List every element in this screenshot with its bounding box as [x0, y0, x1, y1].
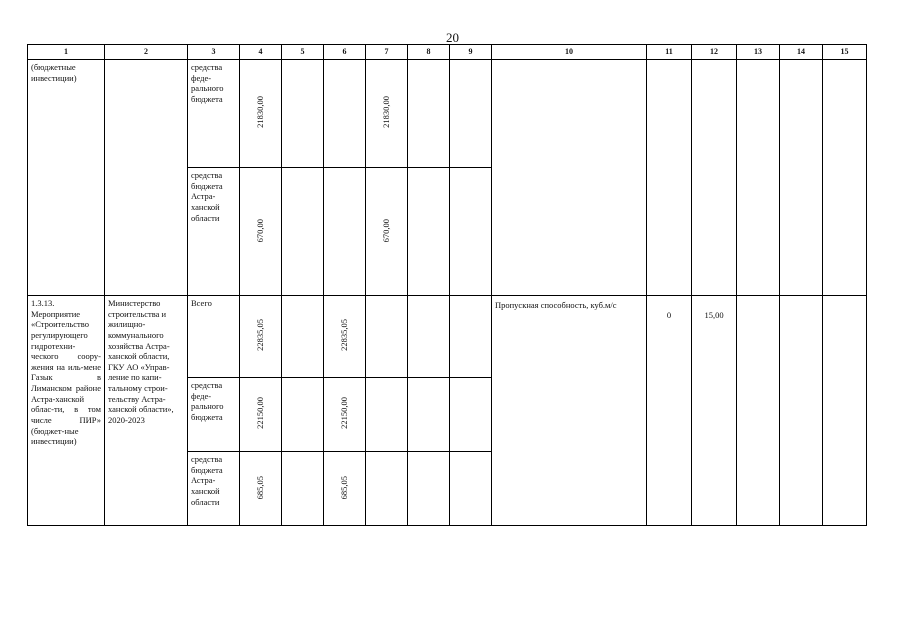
col-header: 9 [450, 45, 492, 60]
empty-cell [282, 168, 324, 296]
empty-cell [408, 452, 450, 526]
empty-cell [324, 168, 366, 296]
col-header: 8 [408, 45, 450, 60]
col-header: 15 [823, 45, 867, 60]
base-value-cell: 0 [647, 296, 692, 526]
amount-cell: 22835,05 [255, 319, 266, 352]
col-header: 3 [188, 45, 240, 60]
executor-cell [105, 60, 188, 296]
empty-cell [450, 378, 492, 452]
source-cell: Всего [188, 296, 240, 378]
empty-cell [366, 378, 408, 452]
source-cell: средства феде-рального бюджета [188, 378, 240, 452]
empty-cell [408, 378, 450, 452]
col-header: 7 [366, 45, 408, 60]
empty-cell [692, 60, 737, 296]
empty-cell [324, 60, 366, 168]
amount-cell: 21830,00 [255, 96, 266, 129]
indicator-cell [492, 60, 647, 296]
measure-title-cell: (бюджетные инвестиции) [28, 60, 105, 296]
source-cell: средства феде-рального бюджета [188, 60, 240, 168]
source-cell: средства бюджета Астра-ханской области [188, 168, 240, 296]
col-header: 4 [240, 45, 282, 60]
table-row [28, 296, 867, 378]
col-header: 6 [324, 45, 366, 60]
empty-cell [647, 60, 692, 296]
empty-cell [737, 60, 780, 296]
empty-cell [408, 60, 450, 168]
col-header: 1 [28, 45, 105, 60]
empty-cell [282, 452, 324, 526]
amount-cell: 670,00 [255, 218, 266, 242]
empty-cell [366, 296, 408, 378]
col-header: 12 [692, 45, 737, 60]
page-number: 20 [446, 30, 459, 45]
empty-cell [450, 452, 492, 526]
budget-table [27, 44, 867, 526]
indicator-cell: Пропускная способность, куб.м/с [492, 296, 647, 526]
amount-cell: 22835,05 [339, 319, 350, 352]
empty-cell [823, 60, 867, 296]
empty-cell [450, 168, 492, 296]
empty-cell [780, 296, 823, 526]
col-header: 11 [647, 45, 692, 60]
empty-cell [780, 60, 823, 296]
amount-cell: 685,05 [255, 475, 266, 499]
col-header: 10 [492, 45, 647, 60]
col-header: 2 [105, 45, 188, 60]
empty-cell [408, 296, 450, 378]
header-row [28, 45, 867, 60]
col-header: 14 [780, 45, 823, 60]
amount-cell: 22150,00 [339, 397, 350, 430]
empty-cell [282, 378, 324, 452]
source-cell: средства бюджета Астра-ханской области [188, 452, 240, 526]
empty-cell [450, 60, 492, 168]
empty-cell [282, 296, 324, 378]
empty-cell [737, 296, 780, 526]
measure-title-cell: 1.3.13. Мероприятие «Строительство регулирующего гидротехни-ческого соору-жения на иль-мене Газык в Лиманском районе Астра-ханской облас-ти, в том числе ПИР» (бюджет-ные инвестиции) [28, 296, 105, 526]
empty-cell [823, 296, 867, 526]
col-header: 5 [282, 45, 324, 60]
executor-cell: Министерство строительства и жилищно-коммунального хозяйства Астра-ханской области, ГКУ АО «Управ-ление по капи-тальному строи-тельству Астра-ханской области», 2020-2023 [105, 296, 188, 526]
table-row [28, 60, 867, 168]
amount-cell: 670,00 [381, 218, 392, 242]
amount-cell: 22150,00 [255, 397, 266, 430]
empty-cell [408, 168, 450, 296]
empty-cell [282, 60, 324, 168]
col-header: 13 [737, 45, 780, 60]
empty-cell [450, 296, 492, 378]
target-value-cell: 15,00 [692, 296, 737, 526]
amount-cell: 21830,00 [381, 96, 392, 129]
empty-cell [366, 452, 408, 526]
amount-cell: 685,05 [339, 475, 350, 499]
